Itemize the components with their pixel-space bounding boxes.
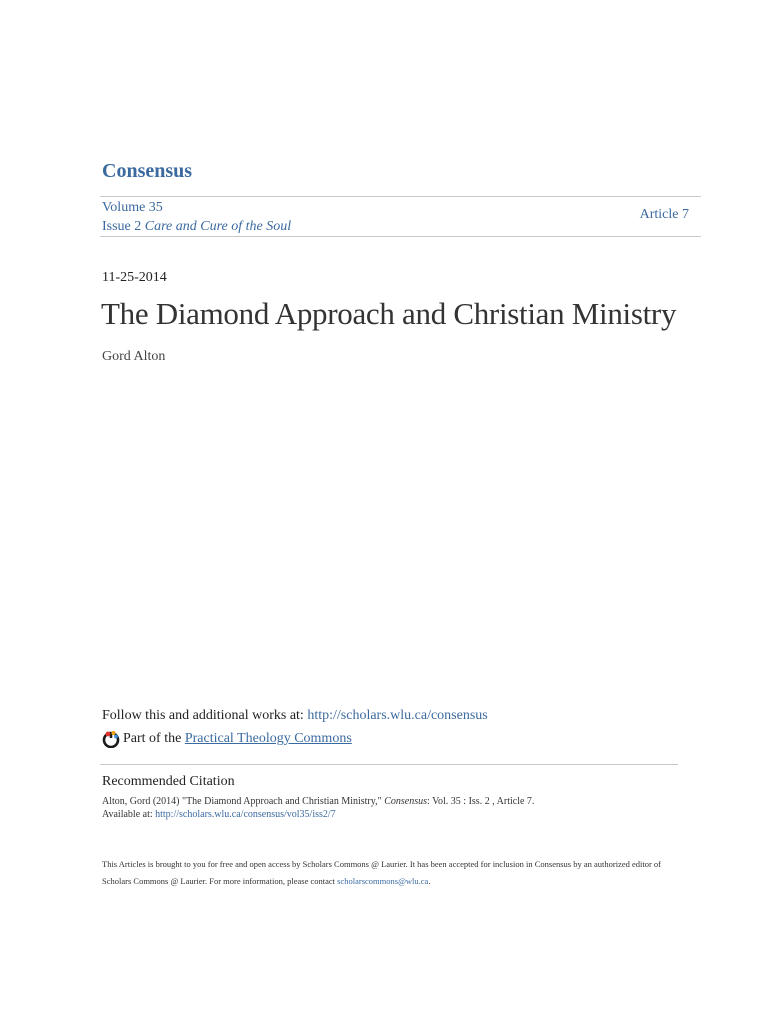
header-top-rule: [100, 196, 701, 197]
citation-url-link[interactable]: http://scholars.wlu.ca/consensus/vol35/iss2/7: [155, 809, 336, 820]
follow-text: Follow this and additional works at:: [102, 708, 304, 723]
access-notice: [102, 856, 662, 890]
part-of-text: Part of the: [123, 731, 182, 746]
citation-journal: Consensus: [384, 796, 427, 807]
article-number-link[interactable]: Article 7: [639, 207, 689, 222]
follow-url-link[interactable]: http://scholars.wlu.ca/consensus: [307, 708, 488, 723]
citation-available: [102, 809, 336, 820]
citation-text: [102, 796, 534, 807]
follow-line: [102, 708, 488, 724]
article-title: The Diamond Approach and Christian Ministry: [101, 296, 677, 331]
publication-date: 11-25-2014: [102, 270, 167, 285]
practical-theology-commons-link[interactable]: Practical Theology Commons: [184, 731, 352, 746]
access-notice-text: This Articles is brought to you for free and open access by Scholars Commons @ Laurier. It has been accepted for inclusion in Consensus by an authorized editor of Scholars Commons @ Laurier. For more information, please contact: [102, 859, 662, 886]
issue-info: [102, 198, 291, 236]
part-of-line: [102, 730, 352, 748]
volume-link[interactable]: Volume 35: [102, 200, 163, 215]
issue-prefix: Issue 2: [102, 219, 142, 234]
available-label: Available at:: [102, 809, 153, 820]
bepress-commons-icon: [102, 730, 120, 748]
issue-link[interactable]: [102, 217, 291, 236]
journal-title[interactable]: Consensus: [102, 160, 193, 182]
header-bottom-rule: [100, 236, 701, 237]
access-notice-end: .: [428, 876, 431, 886]
recommended-citation-heading: Recommended Citation: [102, 774, 235, 789]
citation-volume-info: : Vol. 35 : Iss. 2 , Article 7.: [427, 796, 535, 807]
citation-author-title: Alton, Gord (2014) "The Diamond Approach and Christian Ministry,": [102, 796, 382, 807]
contact-email-link[interactable]: scholarscommons@wlu.ca: [337, 876, 429, 886]
citation-rule: [100, 764, 678, 765]
issue-title: Care and Cure of the Soul: [144, 219, 292, 234]
author-name: Gord Alton: [102, 349, 166, 364]
